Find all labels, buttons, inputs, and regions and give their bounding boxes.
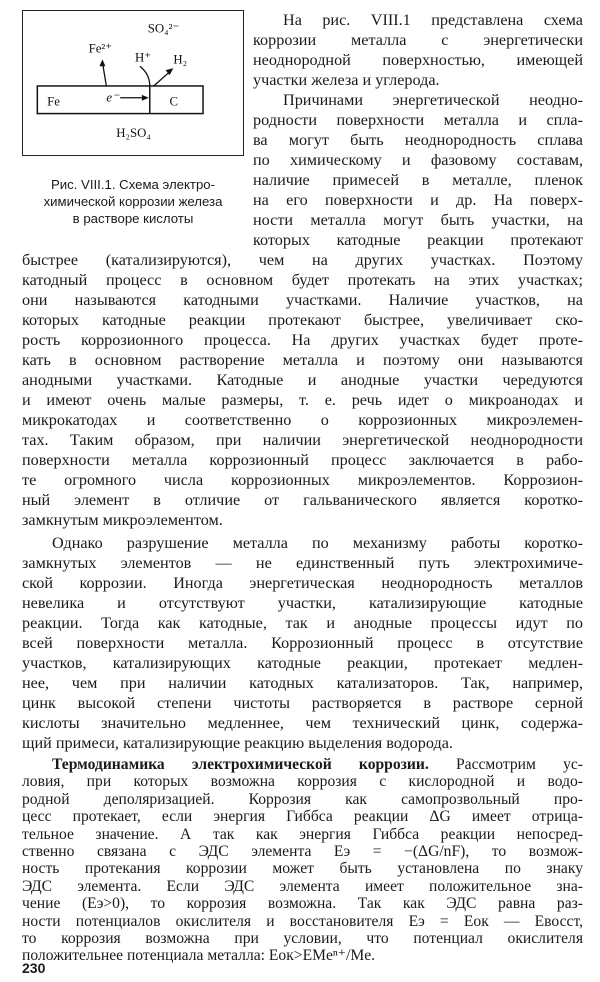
text-line: цесс протекает, если энергия Гиббса реакции ΔG имеет отрица-: [22, 808, 583, 826]
text-line: те огромного числа коррозионных микроэлементов. Коррозион-: [22, 471, 583, 489]
text-line: ности металла могут быть участки, на: [253, 211, 583, 229]
text-line: коррозии металла с энергетически: [253, 31, 583, 49]
text-line: тельное значение. А так как энергия Гиббса реакции непосред-: [22, 825, 583, 843]
text-line: цинк высокой степени чистоты растворяется в растворе серной: [22, 694, 583, 712]
text-line: ЭДС элемента. Если ЭДС элемента имеет положительное зна-: [22, 877, 583, 895]
text-line: положительнее потенциала металла: Eок>EMeⁿ⁺/Me.: [22, 947, 376, 965]
text-line: микрокатодах и соответственно о коррозионных микроэлемен-: [22, 411, 583, 429]
text-line: то коррозия возможна при условии, что потенциал окислителя: [22, 930, 583, 947]
metal-strip: [37, 86, 203, 114]
label-fe-ion: Fe²⁺: [88, 41, 113, 56]
corrosion-scheme: [23, 11, 243, 155]
caption-line: в растворе кислоты: [72, 211, 194, 226]
label-h2: H₂: [173, 52, 188, 67]
text-line: ва могут быть неоднородность сплава: [253, 131, 583, 149]
h-plus-arrow: [140, 66, 150, 86]
text-line: наличие примесей в металле, пленок: [253, 171, 583, 189]
text-line: Однако разрушение металла по механизму работы коротко-: [52, 534, 583, 552]
text-line: На рис. VIII.1 представлена схема: [283, 11, 583, 29]
label-electron: e⁻: [106, 90, 119, 105]
text-line: участков, катализирующих катодные реакции, протекает медлен-: [22, 654, 583, 672]
section-heading: Термодинамика электрохимической коррозии.: [52, 756, 429, 773]
text-line: которых катодные реакции протекают: [253, 231, 583, 249]
text-line: невелика и отсутствуют участки, катализирующие катодные: [22, 594, 583, 612]
page-number: 230: [22, 960, 46, 976]
text-line: ности потенциалов окислителя и восстановителя Eэ = Eок — Eвосст,: [22, 912, 583, 930]
text-line: быстрее (катализируются), чем на других участках. Поэтому: [22, 251, 583, 269]
text-line: на его поверхности и др. На поверх-: [253, 191, 583, 209]
text-line: которых катодные реакции протекают быстрее, увеличивает ско-: [22, 311, 583, 329]
text-line: анодными участками. Катодные и анодные участки чередуются: [22, 371, 583, 389]
text-line: родной деполяризацией. Коррозия как самопрозвольный про-: [22, 790, 583, 808]
figure-diagram: [22, 10, 244, 156]
text-line: по химическому и фазовому составам,: [253, 151, 583, 169]
text-fragment: Рассмотрим ус-: [455, 756, 583, 773]
text-line: ный элемент в отличие от гальванического является коротко-: [22, 491, 583, 509]
text-line: ность протекания коррозии может быть установлена по знаку: [22, 860, 583, 878]
text-line: тах. Таким образом, при наличии энергетической неоднородности: [22, 431, 583, 449]
text-line: неоднородной поверхностью, имеющей: [253, 51, 583, 69]
text-line: щий примеси, катализирующие реакцию выделения водорода.: [22, 734, 453, 752]
label-acid: H₂SO₄: [116, 126, 151, 141]
text-line: кать в основном растворение металла и поэтому они называются: [22, 351, 583, 369]
text-line: нее, чем при наличии катодных катализаторов. Так, например,: [22, 674, 583, 692]
fe-ion-arrowhead: [99, 59, 105, 66]
label-h-plus: H⁺: [134, 50, 151, 65]
figure-caption: [22, 176, 244, 227]
text-line: замкнутым микроэлементом.: [22, 511, 223, 529]
text-line: ловия, при которых возможна коррозия с кислородной и водо-: [22, 773, 583, 791]
caption-line: Рис. VIII.1. Схема электро-: [50, 177, 216, 192]
text-line: катодный процесс в основном будет протекать на этих участках;: [22, 271, 583, 289]
text-line: Причинами энергетической неодно-: [283, 91, 583, 109]
text-line: и имеют очень малые размеры, т. е. речь идет о микроанодах и: [22, 391, 583, 409]
text-line: кислоты значительно медленнее, чем технический цинк, содержа-: [22, 714, 583, 732]
text-line: участки железа и углерода.: [253, 71, 440, 89]
text-line: рость коррозионного процесса. На других участках будет проте-: [22, 331, 583, 349]
label-fe: Fe: [47, 94, 61, 109]
text-line: замкнутых элементов — не единственный путь электрохимиче-: [22, 554, 583, 572]
text-line: поверхности металла коррозионный процесс заключается в рабо-: [22, 451, 583, 469]
text-line: ственно связана с ЭДС элемента Eэ = −(ΔG/nF), то возмож-: [22, 843, 583, 860]
text-line: чение (Eэ>0), то коррозия возможна. Так как ЭДС равна раз-: [22, 895, 583, 913]
text-line: реакции. Тогда как катодные, так и анодные процессы идут по: [22, 614, 583, 632]
label-carbon: C: [169, 94, 179, 109]
text-line: они называются катодными участками. Наличие участков, на: [22, 291, 583, 309]
caption-line: химической коррозии железа: [43, 194, 223, 209]
text-line: родности поверхности металла и спла-: [253, 111, 583, 129]
section-heading-line: [22, 756, 583, 773]
label-sulfate: SO₄²⁻: [147, 21, 180, 36]
text-line: всей поверхности металла. Коррозионный процесс в отсутствие: [22, 634, 583, 652]
text-line: ской коррозии. Иногда энергетическая неоднородность металлов: [22, 574, 583, 592]
